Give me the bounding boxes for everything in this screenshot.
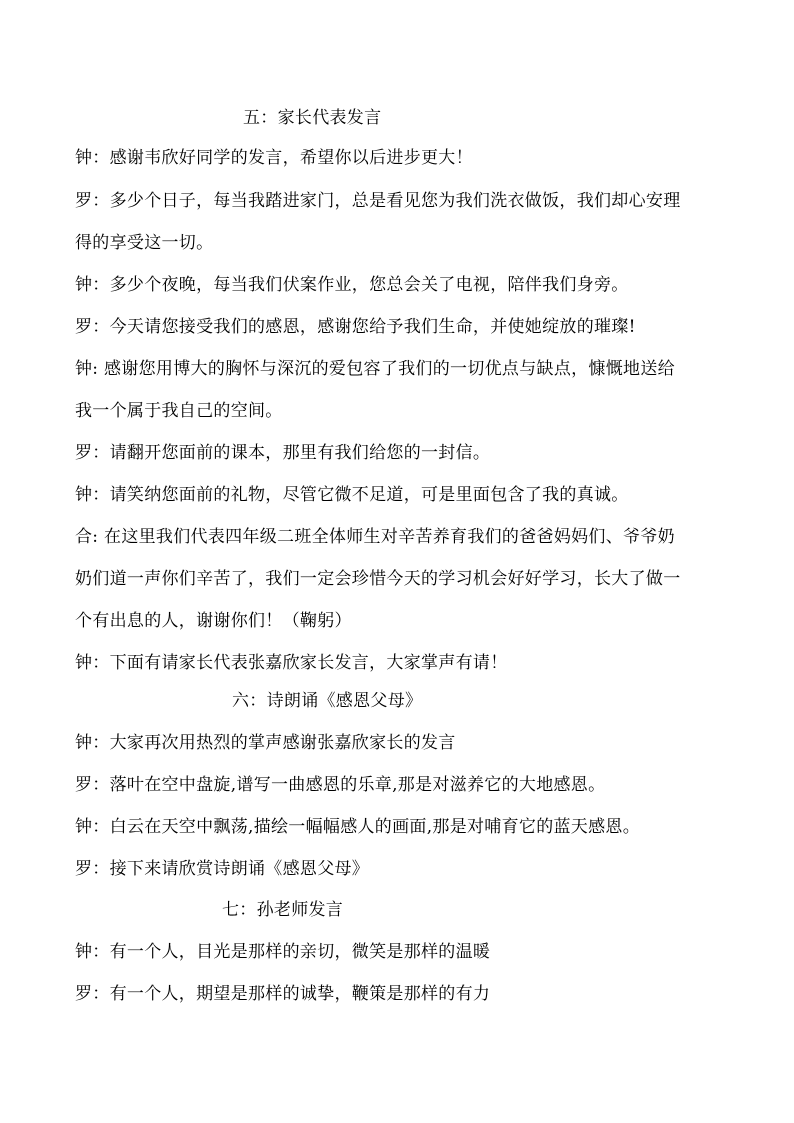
text-line: 我一个属于我自己的空间。 (75, 401, 283, 421)
text-line: 罗：请翻开您面前的课本，那里有我们给您的一封信。 (75, 443, 491, 463)
text-line: 钟：请笑纳您面前的礼物，尽管它微不足道，可是里面包含了我的真诚。 (75, 485, 629, 505)
text-line: 奶们道一声你们辛苦了，我们一定会珍惜今天的学习机会好好学习，长大了做一 (75, 569, 681, 589)
section-heading: 七：孙老师发言 (222, 900, 344, 920)
text-line: 罗：多少个日子，每当我踏进家门，总是看见您为我们洗衣做饭，我们却心安理 (75, 191, 681, 211)
text-line: 罗：接下来请欣赏诗朗诵《感恩父母》 (75, 859, 370, 879)
section-heading: 六：诗朗诵《感恩父母》 (232, 691, 423, 711)
text-line: 罗：落叶在空中盘旋,谱写一曲感恩的乐章,那是对滋养它的大地感恩。 (75, 775, 606, 795)
text-line: 钟：下面有请家长代表张嘉欣家长发言，大家掌声有请！ (75, 653, 508, 673)
section-heading: 五：家长代表发言 (243, 108, 382, 128)
text-line: 合: 在这里我们代表四年级二班全体师生对辛苦养育我们的爸爸妈妈们、爷爷奶 (75, 527, 675, 547)
text-line: 钟：有一个人，目光是那样的亲切，微笑是那样的温暖 (75, 942, 491, 962)
text-line: 钟：感谢韦欣好同学的发言，希望你以后进步更大！ (75, 148, 473, 168)
text-line: 钟：大家再次用热烈的掌声感谢张嘉欣家长的发言 (75, 733, 456, 753)
text-line: 钟：白云在天空中飘荡,描绘一幅幅感人的画面,那是对哺育它的蓝天感恩。 (75, 817, 641, 837)
text-line: 个有出息的人，谢谢你们！（鞠躬） (75, 611, 352, 631)
text-line: 得的享受这一切。 (75, 233, 214, 253)
text-line: 罗：今天请您接受我们的感恩，感谢您给予我们生命，并使她绽放的璀璨! (75, 317, 636, 337)
text-line: 钟：多少个夜晚，每当我们伏案作业，您总会关了电视，陪伴我们身旁。 (75, 275, 629, 295)
text-line: 罗：有一个人，期望是那样的诚挚，鞭策是那样的有力 (75, 984, 491, 1004)
text-line: 钟: 感谢您用博大的胸怀与深沉的爱包容了我们的一切优点与缺点，慷慨地送给 (75, 359, 675, 379)
